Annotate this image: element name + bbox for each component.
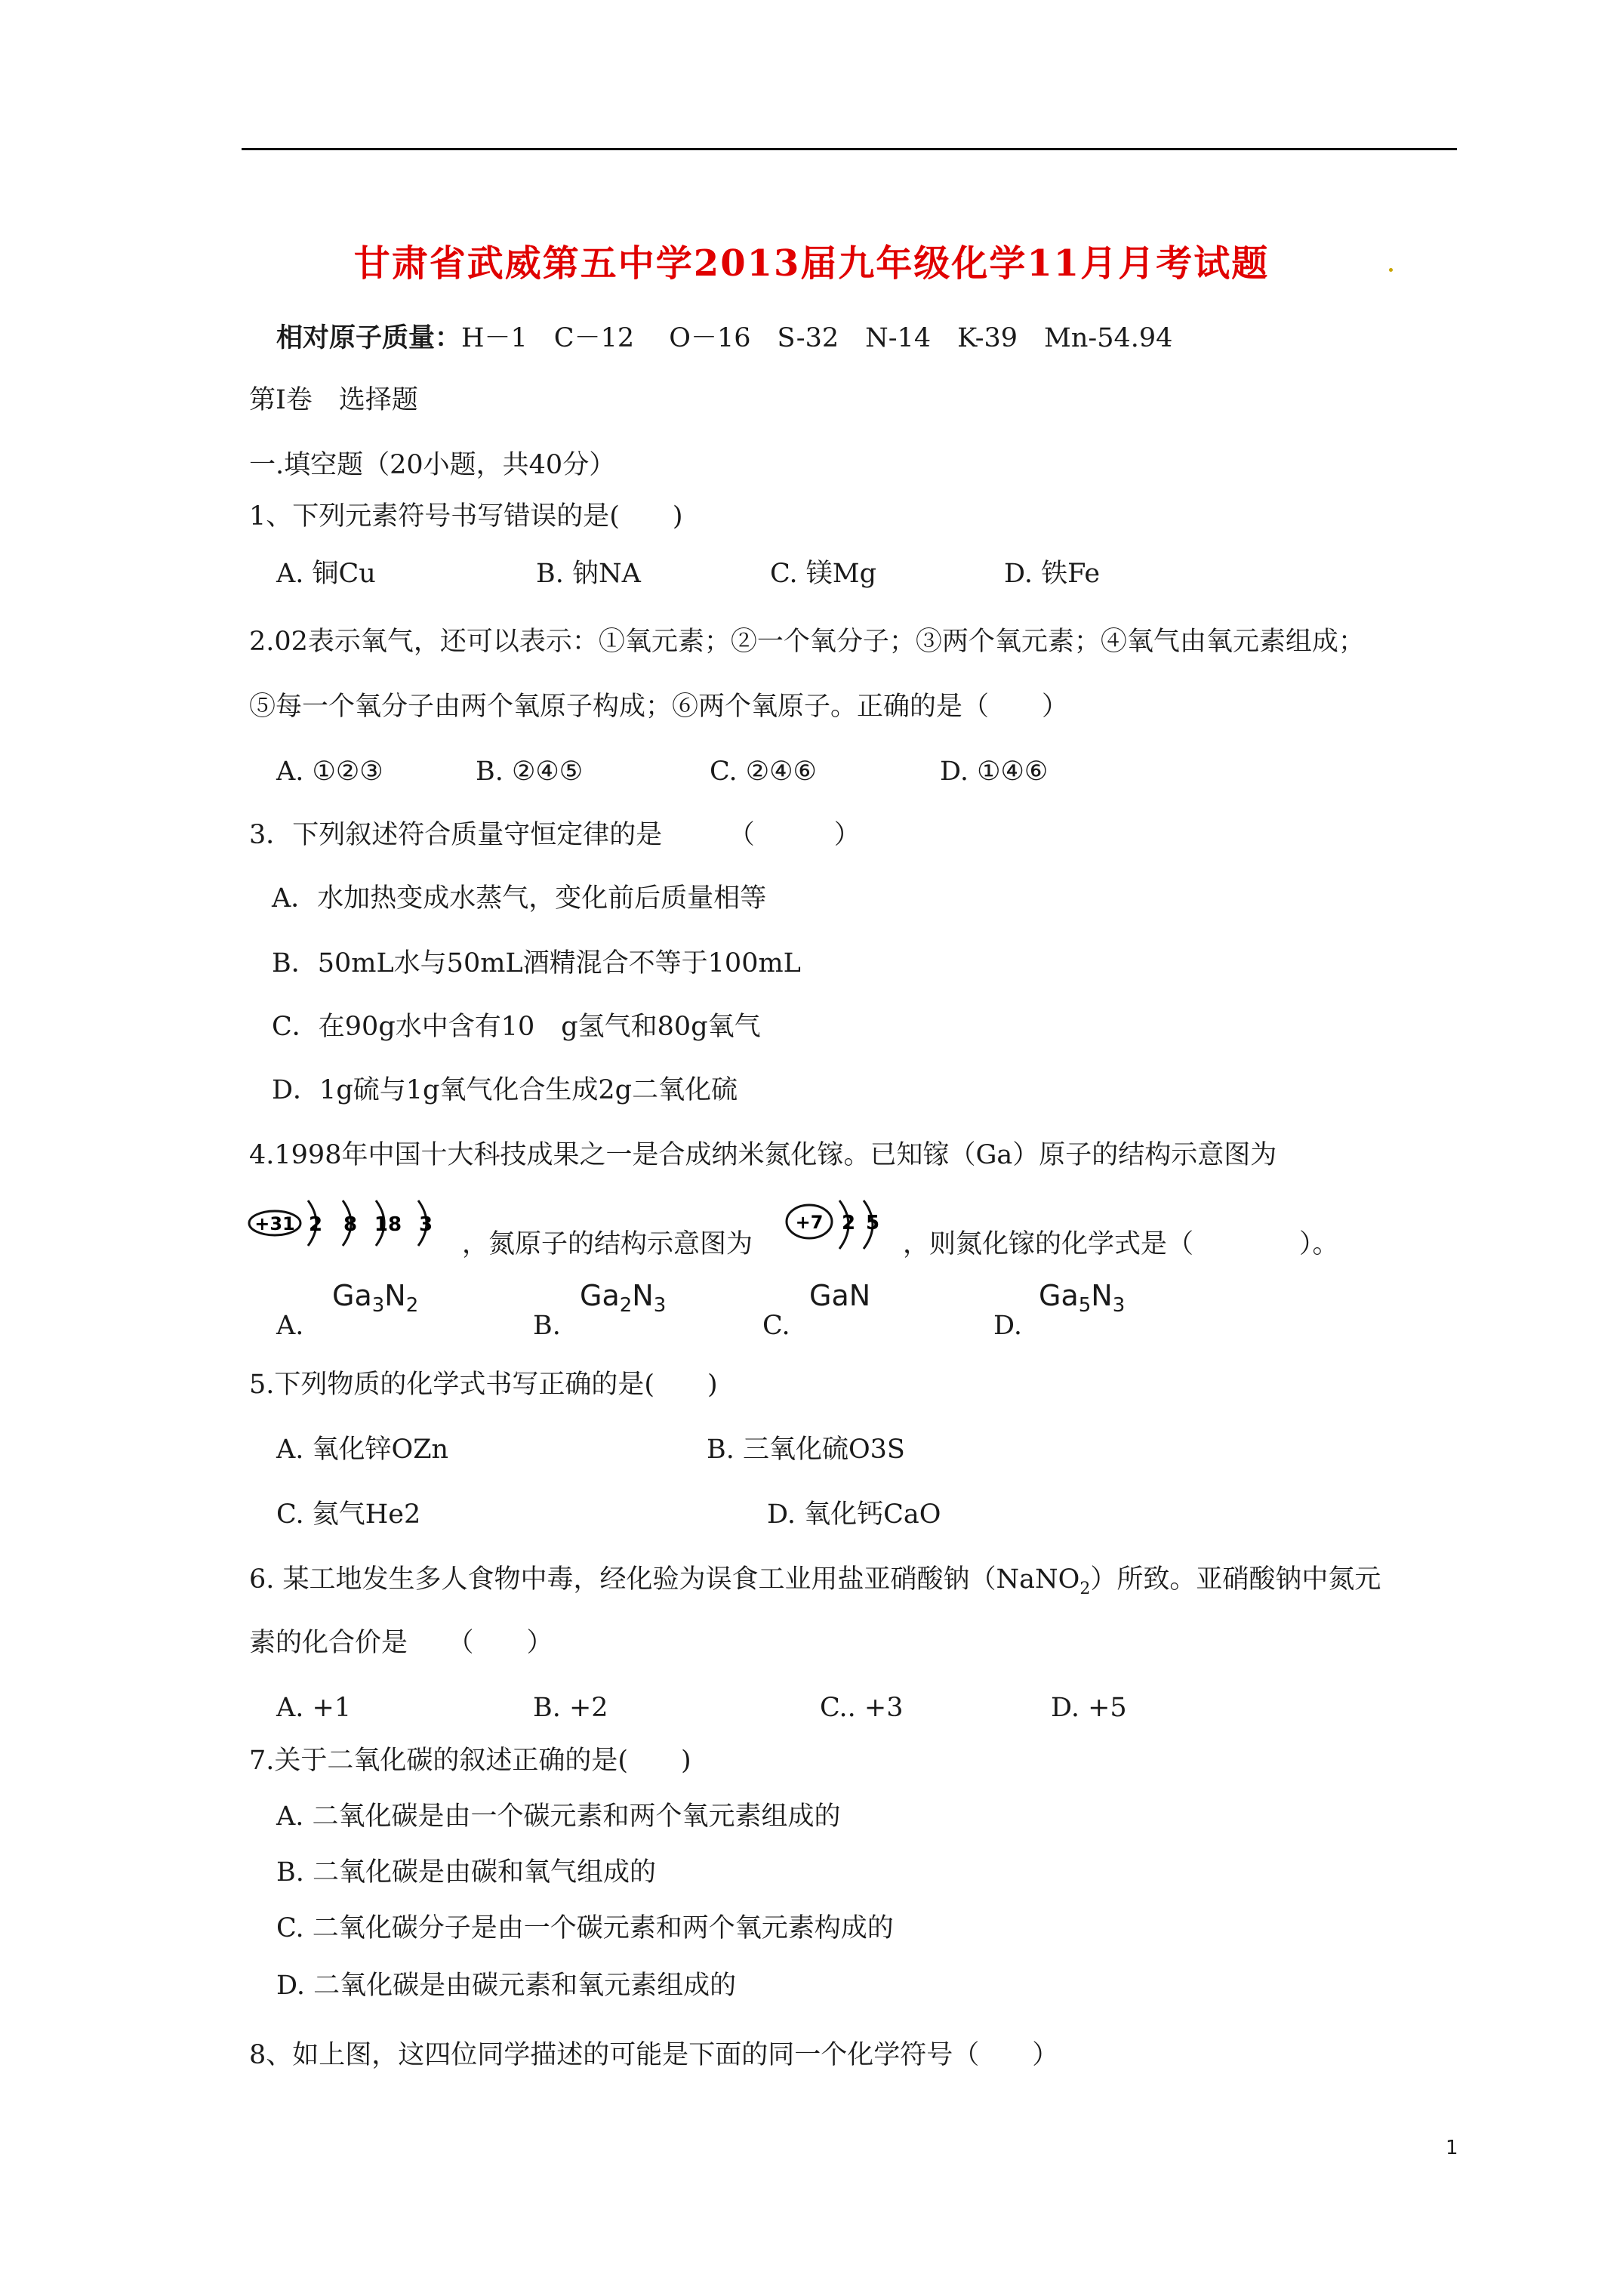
q6-option-a: A. +1 [276, 1693, 352, 1723]
decorative-dot [1389, 268, 1393, 272]
q7-option-d: D. 二氧化碳是由碳元素和氧元素组成的 [276, 1971, 737, 2001]
section-heading: 第Ⅰ卷 选择题 [249, 385, 418, 415]
q7-option-a: A. 二氧化碳是由一个碳元素和两个氧元素组成的 [276, 1801, 841, 1832]
q6-stem-line2: 素的化合价是 （ ） [249, 1628, 553, 1658]
q5-stem: 5.下列物质的化学式书写正确的是( ) [249, 1370, 718, 1400]
q3-option-c: C．在90g水中含有10 g氢气和80g氧气 [272, 1012, 761, 1042]
q1-option-b: B. 钠NA [536, 559, 641, 589]
q4-option-d-formula: $Ga_5N_3$ [1039, 1279, 1126, 1317]
q1-option-c: C. 镁Mg [770, 559, 877, 589]
q6-option-c: C.. +3 [820, 1693, 904, 1723]
nitrogen-atom-diagram [784, 1194, 897, 1255]
n-shell-count: 5 [865, 1212, 880, 1234]
q4-option-b-formula: $Ga_2N_3$ [580, 1279, 667, 1317]
q6-option-d: D. +5 [1051, 1693, 1127, 1723]
q2-stem-line1: 2.02表示氧气，还可以表示：①氧元素；②一个氧分子；③两个氧元素；④氧气由氧元素组成； [249, 627, 1365, 657]
page-title: 甘肃省武威第五中学2013届九年级化学11月月考试题 [353, 242, 1270, 285]
q4-option-d-letter: D. [993, 1311, 1022, 1341]
q8-stem: 8、如上图，这四位同学描述的可能是下面的同一个化学符号（ ） [249, 2040, 1059, 2070]
ga-shell-count: 2 [308, 1213, 323, 1236]
n-nucleus-label: +7 [795, 1212, 824, 1233]
n-shell-count: 2 [841, 1212, 856, 1234]
atomic-mass-line [276, 322, 1172, 355]
ga-nucleus-label: +31 [254, 1213, 295, 1234]
q4-stem-mid1: ，氮原子的结构示意图为 [462, 1229, 753, 1259]
q2-option-d: D. ①④⑥ [940, 757, 1049, 787]
ga-shell-count: 3 [418, 1213, 433, 1236]
q4-option-c-letter: C. [762, 1311, 790, 1341]
q3-stem: 3．下列叙述符合质量守恒定律的是 （ ） [249, 820, 861, 850]
q1-option-d: D. 铁Fe [1004, 559, 1101, 589]
q4-stem-line1: 4.1998年中国十大科技成果之一是合成纳米氮化镓。已知镓（Ga）原子的结构示意图为 [249, 1140, 1277, 1170]
q5-option-d: D. 氧化钙CaO [767, 1499, 941, 1530]
q5-option-b: B. 三氧化硫O3S [707, 1435, 905, 1465]
q3-option-b: B．50mL水与50mL酒精混合不等于100mL [272, 948, 801, 978]
q4-option-b-letter: B. [533, 1311, 561, 1341]
q4-option-a-letter: A. [276, 1311, 304, 1341]
q7-option-b: B. 二氧化碳是由碳和氧气组成的 [276, 1857, 656, 1888]
page-number: 1 [1446, 2137, 1458, 2159]
q4-option-a-formula: $Ga_3N_2$ [332, 1279, 419, 1317]
q7-stem: 7.关于二氧化碳的叙述正确的是( ) [249, 1746, 691, 1776]
q6-option-b: B. +2 [533, 1693, 608, 1723]
q2-option-c: C. ②④⑥ [710, 757, 817, 787]
q6-stem-line1: 6. 某工地发生多人食物中毒，经化验为误食工业用盐亚硝酸钠（NaNO$_2$）所致。亚硝酸钠中氮元 [249, 1564, 1381, 1598]
q1-option-a: A. 铜Cu [276, 559, 376, 589]
q5-option-a: A. 氧化锌OZn [276, 1435, 449, 1465]
q4-stem-mid2: ，则氮化镓的化学式是（ ）。 [903, 1229, 1339, 1259]
q7-option-c: C. 二氧化碳分子是由一个碳元素和两个氧元素构成的 [276, 1913, 894, 1943]
q2-option-a: A. ①②③ [276, 757, 383, 787]
q2-stem-line2: ⑤每一个氧分子由两个氧原子构成；⑥两个氧原子。正确的是（ ） [249, 692, 1069, 722]
atomic-mass-label: 相对原子质量： [276, 322, 462, 353]
q2-option-b: B. ②④⑤ [476, 757, 584, 787]
header-rule [242, 148, 1457, 150]
q3-option-d: D．1g硫与1g氧气化合生成2g二氧化硫 [272, 1075, 738, 1105]
gallium-atom-diagram [246, 1191, 457, 1252]
q5-option-c: C. 氦气He2 [276, 1499, 421, 1530]
ga-shell-count: 8 [343, 1213, 358, 1236]
ga-shell-count: 18 [374, 1213, 402, 1236]
q3-option-a: A．水加热变成水蒸气，变化前后质量相等 [272, 883, 767, 914]
q4-option-c-formula: GaN [809, 1279, 871, 1312]
q1-stem: 1、下列元素符号书写错误的是( ) [249, 501, 683, 532]
atomic-mass-values: H－1 C－12 O－16 S-32 N-14 K-39 Mn-54.94 [461, 323, 1173, 353]
part-heading: 一.填空题（20小题，共40分） [249, 450, 616, 480]
